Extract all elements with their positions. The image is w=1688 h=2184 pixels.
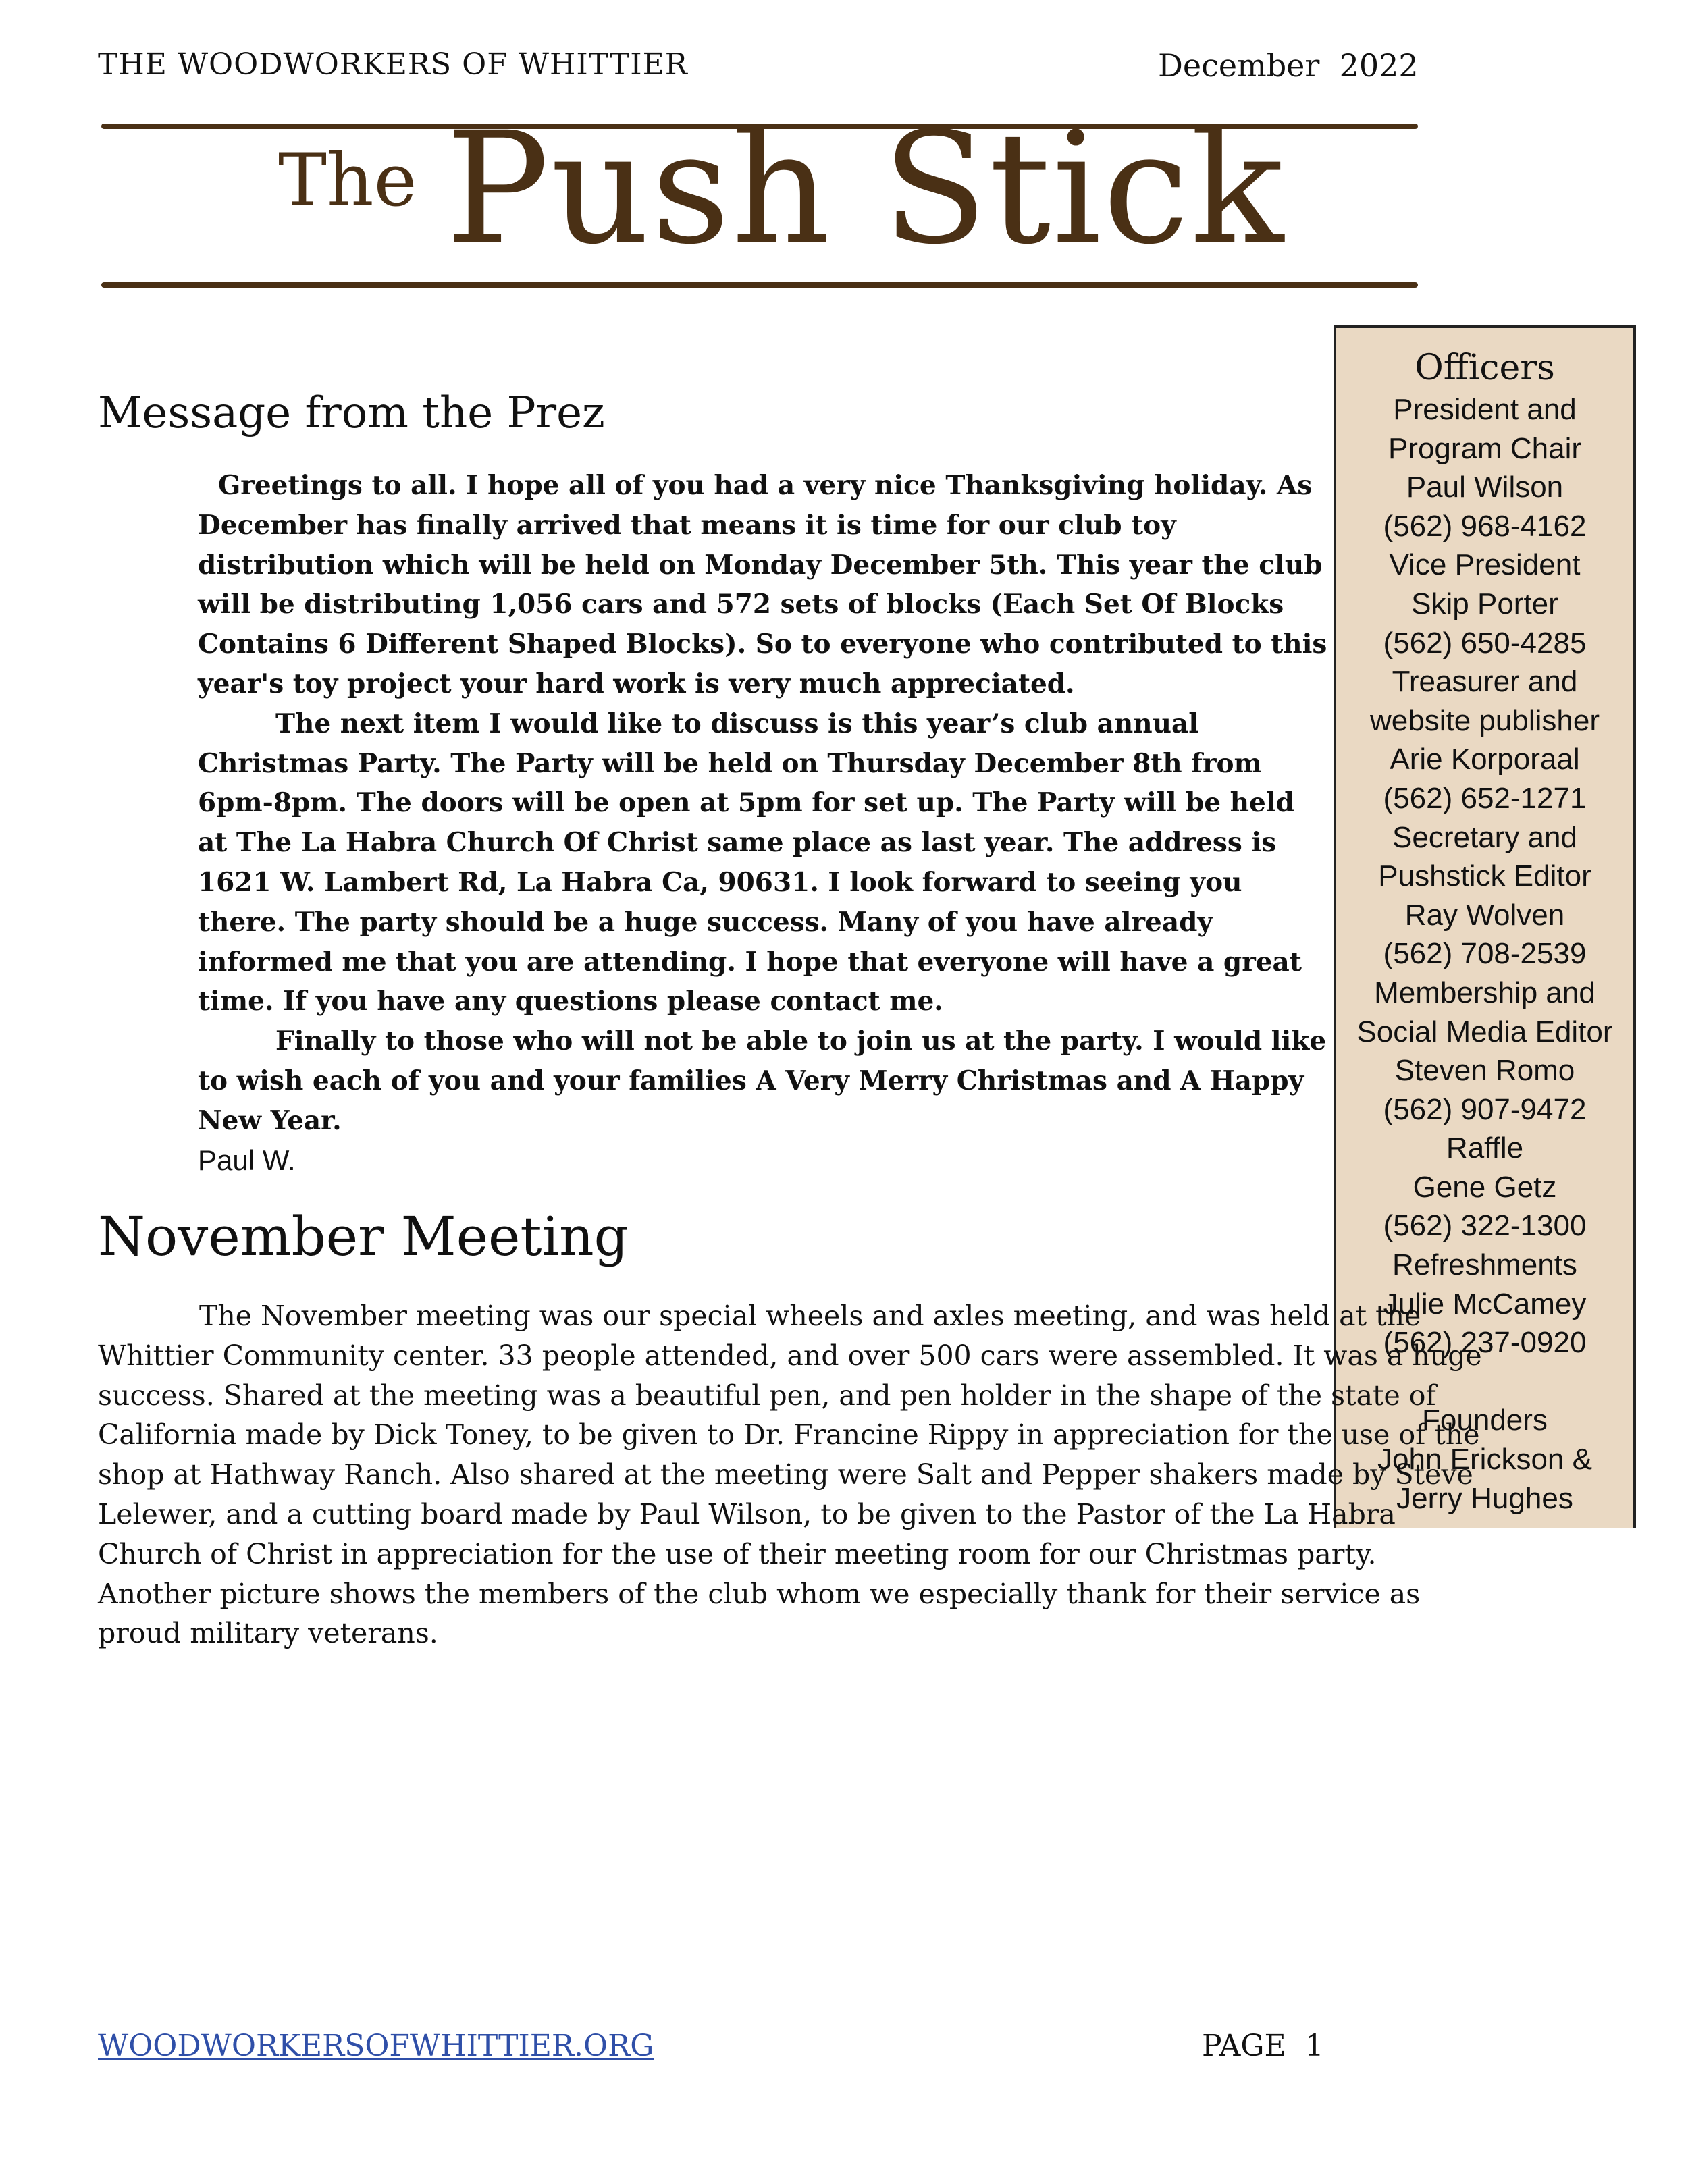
prez-paragraph: Finally to those who will not be able to join us at the party. I would like to wish each of you and your families A Very Merry Christmas and A Happy New Year. — [198, 1026, 1327, 1136]
officer-line: (562) 650-4285 — [1383, 626, 1587, 660]
prez-signature: Paul W. — [198, 1144, 296, 1176]
officer-line: Program Chair — [1388, 431, 1582, 465]
officer-line: (562) 652-1271 — [1383, 781, 1587, 815]
officer-line: Steven Romo — [1394, 1054, 1575, 1088]
november-paragraph: The November meeting was our special wheels and axles meeting, and was held at the Whittier Community center. 33 people attended, and over 500 cars were assembled. It was a huge success. Shared at the meeting was a beautiful pen, and pen holder in the shape of the state of California made by Dick Toney, to be given to Dr. Francine Rippy in appreciation for the use of the shop at Hathway Ranch. Also shared at the meeting were Salt and Pepper shakers made by Steve Lelewer, and a cutting board made by Paul Wilson, to be given to the Pastor of the La Habra Church of Christ in appreciation for the use of their meeting room for our Christmas party. Another picture shows the members of the club whom we especially thank for their service as proud military veterans. — [98, 1300, 1482, 1650]
website-link[interactable]: WOODWORKERSOFWHITTIER.ORG — [98, 2029, 654, 2063]
officer-line: website publisher — [1370, 703, 1600, 737]
officer-line: Paul Wilson — [1406, 471, 1564, 504]
founders-label: Founders — [1422, 1404, 1548, 1437]
officer-line: Secretary and — [1392, 820, 1577, 854]
officer-line: Treasurer and — [1392, 665, 1578, 699]
officer-line: Vice President — [1389, 548, 1581, 582]
masthead-bottom-rule — [101, 282, 1418, 288]
issue-date: December 2022 — [1158, 47, 1419, 84]
officer-line: Pushstick Editor — [1378, 859, 1591, 893]
officer-line: (562) 907-9472 — [1383, 1092, 1587, 1126]
club-name: THE WOODWORKERS OF WHITTIER — [98, 47, 688, 82]
officer-line: Julie McCamey — [1383, 1287, 1587, 1321]
page-number: PAGE 1 — [1202, 2029, 1324, 2063]
officer-line: (562) 708-2539 — [1383, 937, 1587, 971]
november-article — [98, 1296, 1496, 1653]
officer-line: Raffle — [1446, 1131, 1524, 1165]
officer-line: Arie Korporaal — [1390, 743, 1580, 776]
prez-paragraph: The next item I would like to discuss is this year’s club annual Christmas Party. The Party will be held on Thursday December 8th from 6pm-8pm. The doors will be open at 5pm for set up. The Party will be held at The La Habra Church Of Christ same place as last year. The address is 1621 W. Lambert Rd, La Habra Ca, 90631. I look forward to seeing you there. The party should be a huge success. Many of you have already informed me that you are attending. I hope that everyone will have a great time. If you have any questions please contact me. — [198, 708, 1302, 1017]
officers-title: Officers — [1415, 348, 1555, 388]
officer-line: Refreshments — [1392, 1248, 1577, 1282]
masthead-the: The — [278, 138, 417, 223]
prez-message — [198, 466, 1332, 1180]
officer-line: Skip Porter — [1411, 587, 1558, 620]
prez-paragraph: Greetings to all. I hope all of you had a very nice Thanksgiving holiday. As December has finally arrived that means it is time for our club toy distribution which will be held on Monday December 5th. This year the club will be distributing 1,056 cars and 572 sets of blocks (Each Set Of Blocks Contains 6 Different Shaped Blocks). So to everyone who contributed to this year's toy project your hard work is very much appreciated. — [198, 470, 1327, 699]
masthead-title: Push Stick — [446, 99, 1286, 278]
founder-line: Jerry Hughes — [1396, 1481, 1573, 1515]
officer-line: (562) 237-0920 — [1383, 1326, 1587, 1360]
officer-line: Membership and — [1374, 976, 1595, 1009]
officer-line: Ray Wolven — [1404, 898, 1565, 932]
prez-heading: Message from the Prez — [98, 388, 605, 438]
officer-line: (562) 322-1300 — [1383, 1209, 1587, 1243]
november-heading: November Meeting — [98, 1205, 629, 1268]
founder-line: John Erickson & — [1377, 1443, 1592, 1476]
officer-line: President and — [1393, 393, 1577, 426]
officer-line: Social Media Editor — [1356, 1015, 1613, 1048]
officer-line: Gene Getz — [1413, 1170, 1557, 1204]
officer-line: (562) 968-4162 — [1383, 509, 1587, 543]
